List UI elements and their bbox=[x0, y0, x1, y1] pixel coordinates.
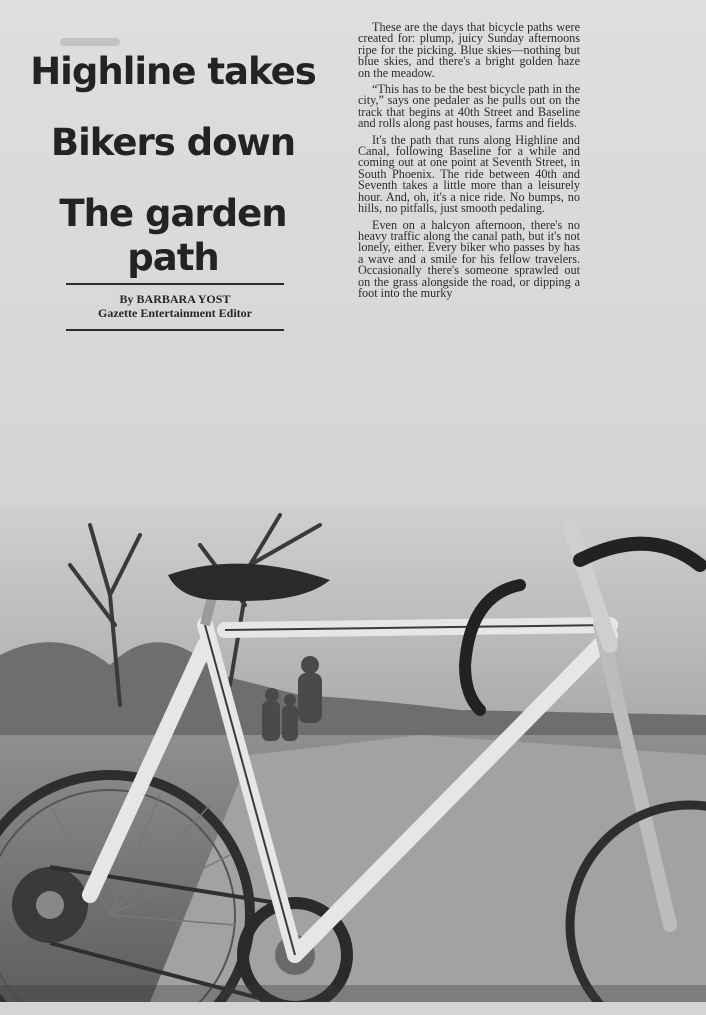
byline-rule-bottom bbox=[66, 329, 284, 331]
article-column bbox=[358, 22, 580, 502]
bicycle-photo bbox=[0, 505, 706, 1002]
bicycle-photo-illustration bbox=[0, 505, 706, 1002]
headline-line-2: Bikers down bbox=[50, 121, 296, 164]
byline-rule-top bbox=[66, 283, 284, 285]
article-paragraph: “This has to be the best bicycle path in the city,” says one pedaler as he pulls out on the track that begins at 40th Street and Baseline and rolls along past houses, farms and fields. bbox=[358, 82, 580, 131]
article-paragraph: These are the days that bicycle paths were created for: plump, juicy Sunday afternoons ripe for the picking. Blue skies—nothing but blue skies, and there's a bright golden haze on the meadow. bbox=[358, 22, 580, 80]
headline-line-1: Highline takes bbox=[30, 50, 316, 93]
byline-title: Gazette Entertainment Editor bbox=[98, 306, 252, 320]
headline-line-3: The garden path bbox=[59, 192, 287, 279]
article-paragraph: It's the path that runs along Highline and Canal, following Baseline for a while and coming out at one point at Seventh Street, in South Phoenix. The ride between 40th and Seventh takes a little more than a leisurely hour. And, oh, it's a nice ride. No bumps, no hills, no pitfalls, just smooth pedaling. bbox=[358, 132, 580, 216]
article-paragraph: Even on a halcyon afternoon, there's no heavy traffic along the canal path, but it's not lonely, either. Every biker who passes by has a wave and a smile for his fellow travelers. Occasionally there's someone sprawled out on the grass alongside the road, or dipping a foot into the murky bbox=[358, 217, 580, 300]
byline bbox=[60, 292, 290, 320]
headline bbox=[18, 50, 328, 307]
print-smudge bbox=[60, 38, 120, 46]
byline-author: By BARBARA YOST bbox=[119, 292, 231, 306]
page-bottom-margin bbox=[0, 1002, 706, 1015]
